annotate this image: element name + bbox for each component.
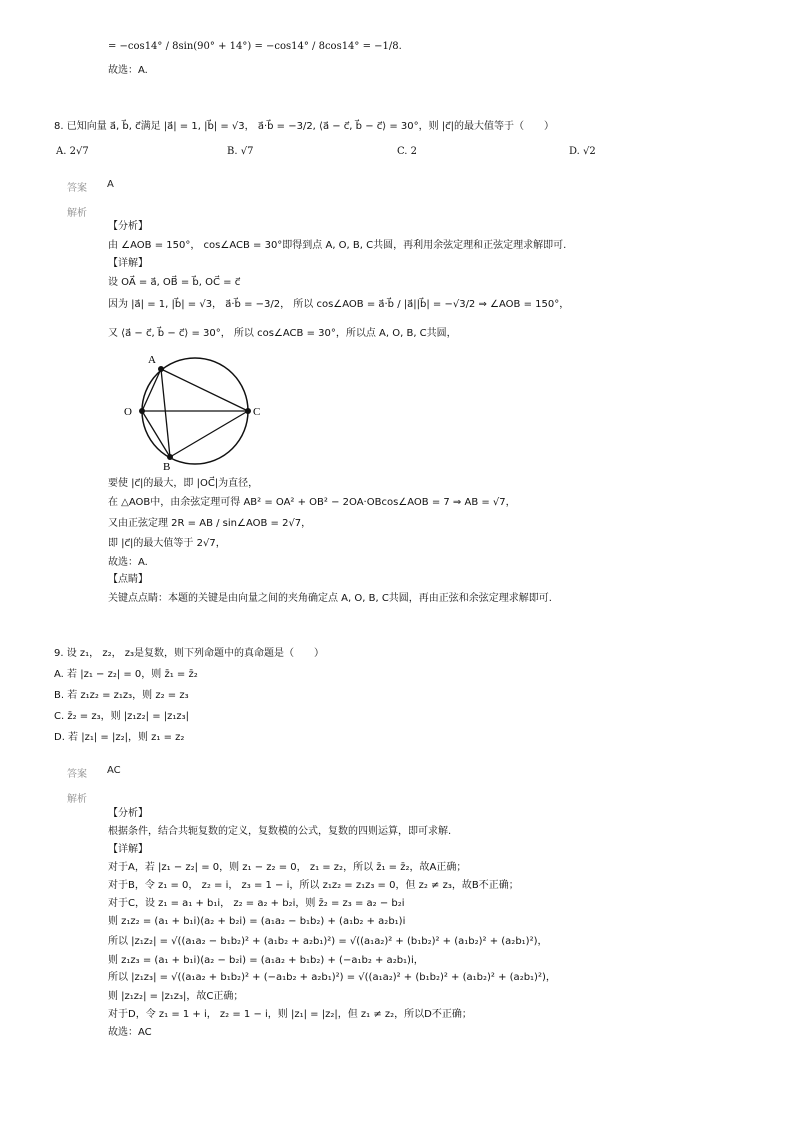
q8-line: 故选：A.: [108, 557, 148, 568]
circle-figure: [118, 350, 268, 475]
q9-line: 【分析】: [108, 808, 148, 819]
q8-answer-value: A: [107, 179, 114, 190]
q9-line: 对于D，令 z₁ = 1 + i， z₂ = 1 − i，则 |z₁| = |z₂|，但 z₁ ≠ z₂，所以D不正确；: [108, 1009, 472, 1020]
q9-line: 故选：AC: [108, 1027, 152, 1038]
point-c: [245, 408, 251, 414]
label-c: C: [253, 406, 261, 418]
q8-line: 设 OA⃗ = a⃗, OB⃗ = b⃗, OC⃗ = c⃗: [108, 277, 241, 288]
q9-option-d: D. 若 |z₁| = |z₂|，则 z₁ = z₂: [54, 732, 185, 743]
point-a: [158, 366, 164, 372]
q8-line: 【详解】: [108, 258, 148, 269]
q8-option-b: B. √7: [227, 146, 254, 157]
q9-analysis-label: 解析: [67, 794, 87, 805]
q9-line: 则 z₁z₃ = (a₁ + b₁i)(a₂ − b₂i) = (a₁a₂ + b₁b₂) + (−a₁b₂ + a₂b₁)i，: [108, 955, 424, 966]
label-o: O: [124, 406, 132, 418]
q9-line: 对于C，设 z₁ = a₁ + b₁i， z₂ = a₂ + b₂i，则 z̄₂ = z₃ = a₂ − b₂i: [108, 898, 405, 909]
q8-line: 即 |c⃗|的最大值等于 2√7，: [108, 538, 226, 549]
q9-stem: 9. 设 z₁， z₂， z₃是复数，则下列命题中的真命题是（ ）: [54, 648, 325, 659]
q9-option-c: C. z̄₂ = z₃，则 |z₁z₂| = |z₁z₃|: [54, 711, 190, 722]
top-answer-line: 故选：A.: [108, 65, 148, 76]
q8-line: 由 ∠AOB = 150°， cos∠ACB = 30°即得到点 A, O, B, C共圆，再利用余弦定理和正弦定理求解即可.: [108, 240, 567, 251]
q8-option-d: D. √2: [569, 146, 596, 157]
q8-answer-label: 答案: [67, 183, 87, 194]
q9-line: 对于A，若 |z₁ − z₂| = 0，则 z₁ − z₂ = 0， z₁ = z₂，所以 z̄₁ = z̄₂，故A正确；: [108, 862, 467, 873]
top-equation: = −cos14° / 8sin(90° + 14°) = −cos14° / 8cos14° = −1/8.: [108, 41, 402, 52]
q8-line: 关键点点睛：本题的关键是由向量之间的夹角确定点 A, O, B, C共圆，再由正弦和余弦定理求解即可.: [108, 593, 552, 604]
q8-line: 要使 |c⃗|的最大，即 |OC⃗|为直径，: [108, 478, 259, 489]
q9-line: 则 z₁z₂ = (a₁ + b₁i)(a₂ + b₂i) = (a₁a₂ − b₁b₂) + (a₁b₂ + a₂b₁)i: [108, 916, 406, 927]
q9-line: 【详解】: [108, 844, 148, 855]
q8-line: 又由正弦定理 2R = AB / sin∠AOB = 2√7，: [108, 518, 312, 529]
q9-line: 根据条件，结合共轭复数的定义，复数模的公式，复数的四则运算，即可求解.: [108, 826, 452, 837]
q8-line: 【分析】: [108, 221, 148, 232]
q8-line: 在 △AOB中，由余弦定理可得 AB² = OA² + OB² − 2OA·OBcos∠AOB = 7 ⇒ AB = √7，: [108, 497, 516, 508]
q9-line: 则 |z₁z₂| = |z₁z₃|，故C正确；: [108, 991, 244, 1002]
q9-answer-value: AC: [107, 765, 121, 776]
label-a: A: [148, 354, 156, 366]
q8-option-a: A. 2√7: [56, 146, 89, 157]
q8-line: 又 ⟨a⃗ − c⃗, b⃗ − c⃗⟩ = 30°， 所以 cos∠ACB = 30°，所以点 A, O, B, C共圆，: [108, 328, 457, 339]
q9-option-b: B. 若 z₁z₂ = z₁z₃，则 z₂ = z₃: [54, 690, 189, 701]
q8-option-c: C. 2: [397, 146, 418, 157]
q9-answer-label: 答案: [67, 769, 87, 780]
point-o: [139, 408, 145, 414]
q8-analysis-label: 解析: [67, 208, 87, 219]
q8-stem: 8. 已知向量 a⃗, b⃗, c⃗满足 |a⃗| = 1, |b⃗| = √3， a⃗·b⃗ = −3/2, ⟨a⃗ − c⃗, b⃗ − c⃗⟩ = 30°，则 |c⃗|的最大值等于（ ）: [54, 121, 555, 132]
q9-line: 对于B，令 z₁ = 0， z₂ = i， z₃ = 1 − i，所以 z₁z₂ = z₁z₃ = 0，但 z₂ ≠ z₃，故B不正确；: [108, 880, 519, 891]
q9-line: 所以 |z₁z₂| = √((a₁a₂ − b₁b₂)² + (a₁b₂ + a₂b₁)²) = √((a₁a₂)² + (b₁b₂)² + (a₁b₂)² + (a₂b₁)²)，: [108, 936, 548, 947]
q8-line: 因为 |a⃗| = 1, |b⃗| = √3， a⃗·b⃗ = −3/2， 所以 cos∠AOB = a⃗·b⃗ / |a⃗||b⃗| = −√3/2 ⇒ ∠AOB = 150°，: [108, 299, 570, 310]
q9-option-a: A. 若 |z₁ − z₂| = 0，则 z̄₁ = z̄₂: [54, 669, 198, 680]
q8-line: 【点睛】: [108, 574, 148, 585]
label-b: B: [163, 461, 171, 473]
segment-oa: [142, 369, 161, 411]
point-b: [167, 454, 173, 460]
q9-line: 所以 |z₁z₃| = √((a₁a₂ + b₁b₂)² + (−a₁b₂ + a₂b₁)²) = √((a₁a₂)² + (b₁b₂)² + (a₁b₂)² + (a₂b₁)²)，: [108, 972, 556, 983]
segment-bc: [170, 411, 248, 457]
